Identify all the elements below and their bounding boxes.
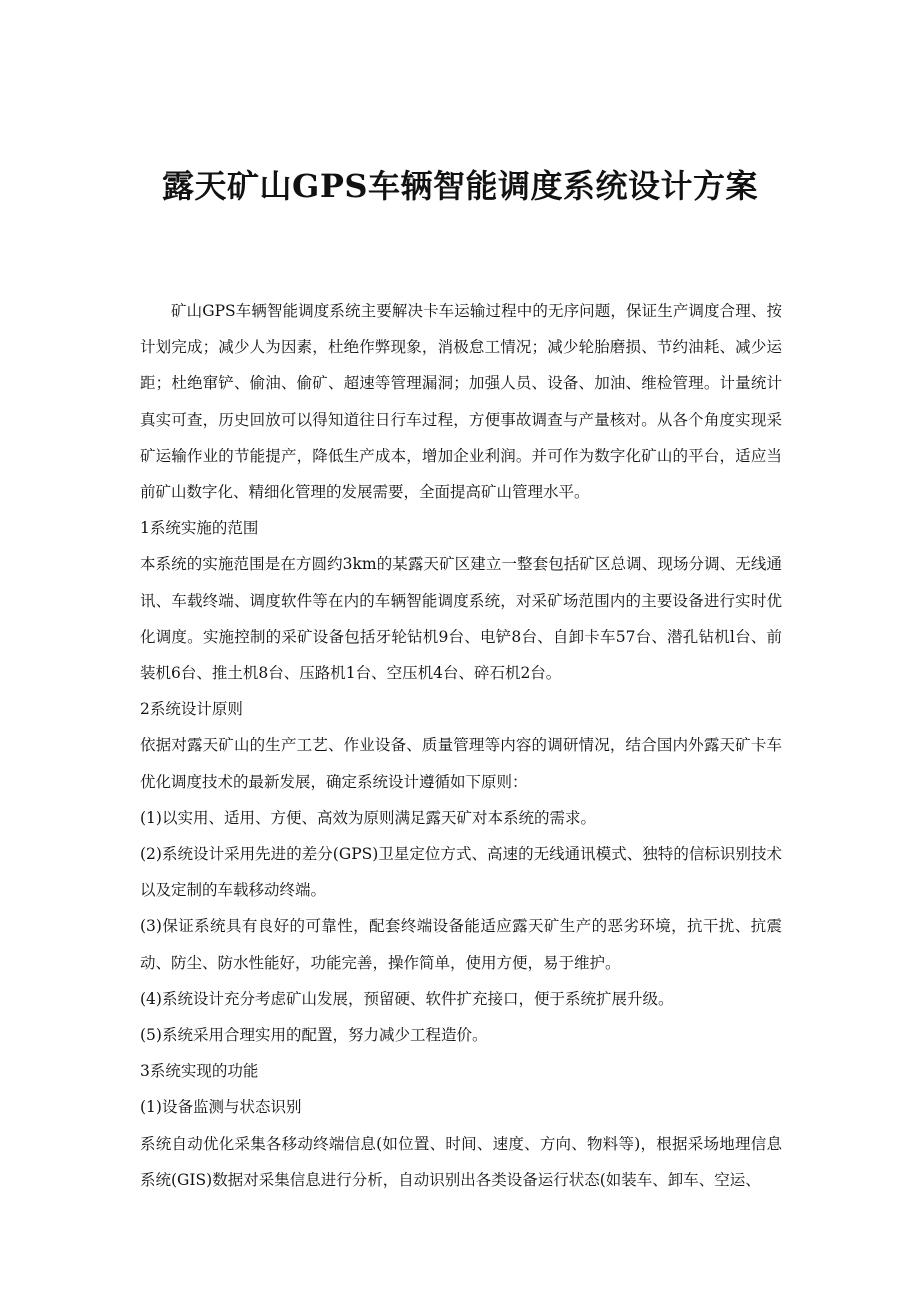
principle-3: (3)保证系统具有良好的可靠性，配套终端设备能适应露天矿生产的恶劣环境，抗干扰、抗震动、防尘、防水性能好，功能完善，操作简单，使用方便，易于维护。 [140, 917, 782, 972]
principle-1: (1)以实用、适用、方便、高效为原则满足露天矿对本系统的需求。 [140, 808, 596, 827]
principle-2: (2)系统设计采用先进的差分(GPS)卫星定位方式、高速的无线通讯模式、独特的信标识别技术以及定制的车载移动终端。 [140, 845, 782, 900]
intro-paragraph: 矿山GPS车辆智能调度系统主要解决卡车运输过程中的无序问题，保证生产调度合理、按计划完成；减少人为因素，杜绝作弊现象，消极怠工情况；减少轮胎磨损、节约油耗、减少运距；杜绝窜铲、偷油、偷矿、超速等管理漏洞；加强人员、设备、加油、维检管理。计量统计真实可查，历史回放可以得知道往日行车过程，方便事故调查与产量核对。从各个角度实现采矿运输作业的节能提产，降低生产成本，增加企业利润。并可作为数字化矿山的平台，适应当前矿山数字化、精细化管理的发展需要，全面提高矿山管理水平。 [140, 302, 782, 502]
document-body [140, 293, 782, 1198]
document-title: 露天矿山GPS车辆智能调度系统设计方案 [161, 167, 758, 205]
section-2-paragraph: 依据对露天矿山的生产工艺、作业设备、质量管理等内容的调研情况，结合国内外露天矿卡车优化调度技术的最新发展，确定系统设计遵循如下原则： [140, 736, 782, 791]
section-heading-1: 1系统实施的范围 [140, 519, 259, 538]
section-heading-3: 3系统实现的功能 [140, 1062, 259, 1081]
subsection-3-1-paragraph: 系统自动优化采集各移动终端信息(如位置、时间、速度、方向、物料等)，根据采场地理信息系统(GIS)数据对采集信息进行分析，自动识别出各类设备运行状态(如装车、卸车、空运、 [140, 1134, 782, 1189]
principle-5: (5)系统采用合理实用的配置，努力减少工程造价。 [140, 1026, 488, 1045]
principle-4: (4)系统设计充分考虑矿山发展，预留硬、软件扩充接口，便于系统扩展升级。 [140, 989, 674, 1008]
section-heading-2: 2系统设计原则 [140, 700, 243, 719]
section-1-paragraph: 本系统的实施范围是在方圆约3km的某露天矿区建立一整套包括矿区总调、现场分调、无线通讯、车载终端、调度软件等在内的车辆智能调度系统，对采矿场范围内的主要设备进行实时优化调度。实施控制的采矿设备包括牙轮钻机9台、电铲8台、自卸卡车57台、潜孔钻机l台、前装机6台、推土机8台、压路机1台、空压机4台、碎石机2台。 [140, 555, 782, 683]
subsection-heading-3-1: (1)设备监测与状态识别 [140, 1098, 302, 1117]
